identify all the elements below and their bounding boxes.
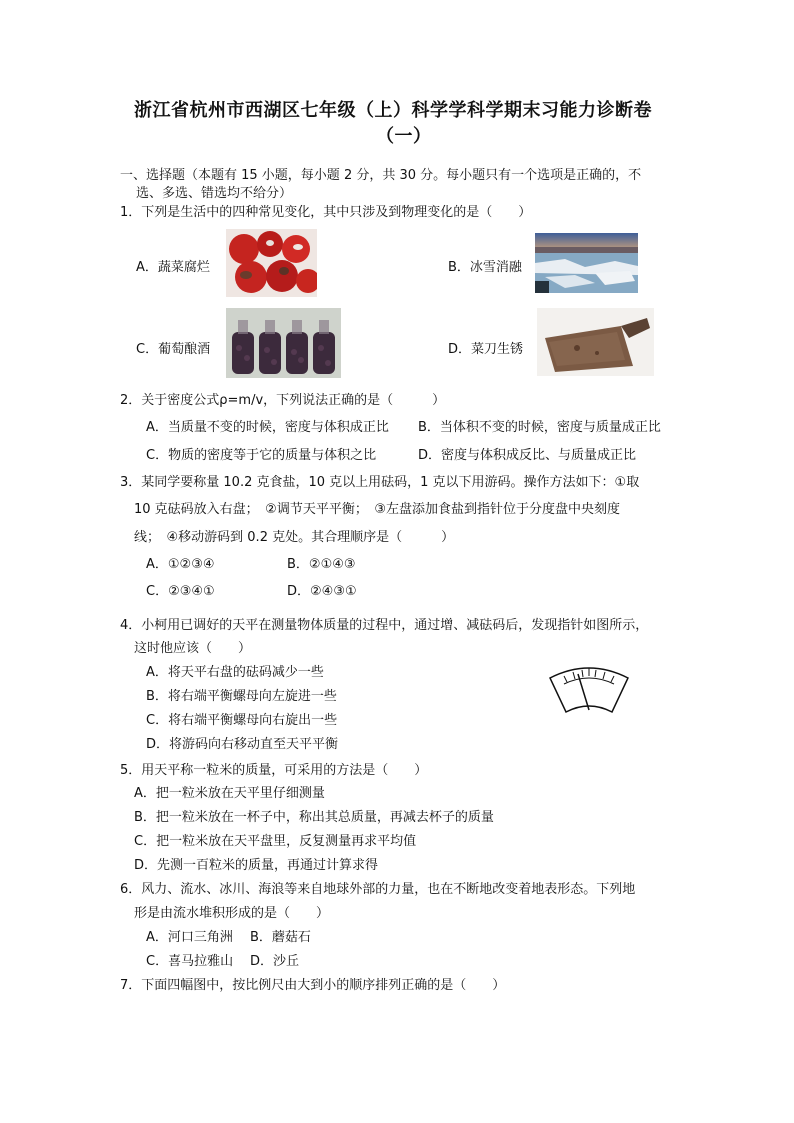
question-2-stem: 2．关于密度公式ρ=m/v，下列说法正确的是（ ） <box>120 393 446 408</box>
q5-option-b: B．把一粒米放在一杯子中，称出其总质量，再减去杯子的质量 <box>134 810 494 825</box>
q5-option-a: A．把一粒米放在天平里仔细测量 <box>134 786 325 801</box>
balance-pointer-diagram <box>548 660 630 714</box>
q3-option-d: D．②④③① <box>287 584 357 599</box>
q4-option-d: D．将游码向右移动直至天平平衡 <box>146 737 339 752</box>
q3-option-a: A．①②③④ <box>146 557 215 572</box>
q2-option-c: C．物质的密度等于它的质量与体积之比 <box>146 448 377 463</box>
q2-option-a: A．当质量不变的时候，密度与体积成正比 <box>146 420 389 435</box>
question-7-stem: 7．下面四幅图中，按比例尺由大到小的顺序排列正确的是（ ） <box>120 978 506 993</box>
rusty-knife-photo <box>537 308 654 376</box>
melting-ice-photo <box>535 233 638 293</box>
q4-option-c: C．将右端平衡螺母向右旋出一些 <box>146 713 338 728</box>
q5-option-d: D．先测一百粒米的质量，再通过计算求得 <box>134 858 379 873</box>
q6-option-a: A．河口三角洲 <box>146 930 233 945</box>
question-6-stem-line1: 6．风力、流水、冰川、海浪等来自地球外部的力量，也在不断地改变着地表形态。下列地 <box>120 882 636 897</box>
wine-jars-photo <box>226 308 341 378</box>
q1-option-b: B．冰雪消融 <box>448 260 522 275</box>
q6-option-d: D．沙丘 <box>250 954 300 969</box>
q1-option-a: A．蔬菜腐烂 <box>136 260 210 275</box>
q1-option-c: C．葡萄酿酒 <box>136 342 211 357</box>
q4-option-b: B．将右端平衡螺母向左旋进一些 <box>146 689 337 704</box>
q4-option-a: A．将天平右盘的砝码减少一些 <box>146 665 324 680</box>
section-heading: 一、选择题（本题有 15 小题，每小题 2 分，共 30 分。每小题只有一个选项是正确的，不 <box>120 168 642 183</box>
page-title: 浙江省杭州市西湖区七年级（上）科学学科学期末习能力诊断卷 <box>134 100 652 121</box>
q5-option-c: C．把一粒米放在天平盘里，反复测量再求平均值 <box>134 834 417 849</box>
question-6-stem-line2: 形是由流水堆积形成的是（ ） <box>134 906 330 921</box>
q6-option-b: B．蘑菇石 <box>250 930 311 945</box>
q1-option-d: D．菜刀生锈 <box>448 342 524 357</box>
rotten-fruit-photo <box>226 229 317 297</box>
q2-option-d: D．密度与体积成反比、与质量成正比 <box>418 448 637 463</box>
q3-option-b: B．②①④③ <box>287 557 356 572</box>
question-4-stem-line2: 这时他应该（ ） <box>134 641 252 656</box>
page-title-sub: （一） <box>376 126 432 147</box>
q6-option-c: C．喜马拉雅山 <box>146 954 234 969</box>
q2-option-b: B．当体积不变的时候，密度与质量成正比 <box>418 420 661 435</box>
question-1-stem: 1．下列是生活中的四种常见变化，其中只涉及到物理变化的是（ ） <box>120 205 532 220</box>
question-3-stem-line1: 3．某同学要称量 10.2 克食盐，10 克以上用砝码，1 克以下用游码。操作方法如下：①取 <box>120 475 640 490</box>
section-heading-cont: 选、多选、错选均不给分） <box>136 186 293 201</box>
question-4-stem-line1: 4．小柯用已调好的天平在测量物体质量的过程中，通过增、减砝码后，发现指针如图所示， <box>120 618 649 633</box>
question-3-stem-line3: 线； ④移动游码到 0.2 克处。其合理顺序是（ ） <box>134 530 455 545</box>
question-5-stem: 5．用天平称一粒米的质量，可采用的方法是（ ） <box>120 763 428 778</box>
question-3-stem-line2: 10 克砝码放入右盘； ②调节天平平衡； ③左盘添加食盐到指针位于分度盘中央刻度 <box>134 502 620 517</box>
q3-option-c: C．②③④① <box>146 584 215 599</box>
